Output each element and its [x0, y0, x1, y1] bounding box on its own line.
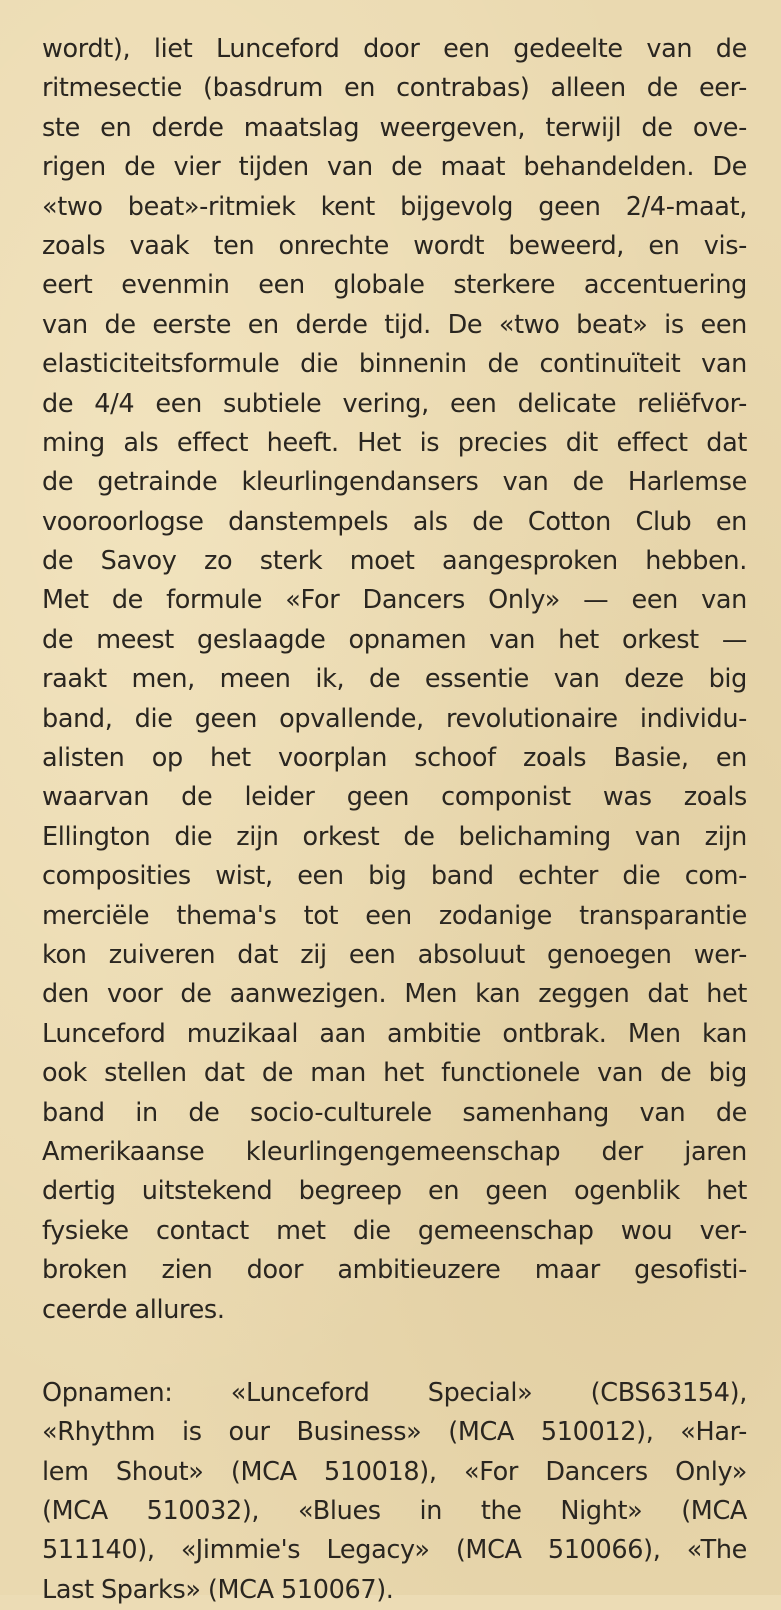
- text-line: rigen de vier tijden van de maat behandelden. De: [42, 152, 747, 183]
- text-line: «two beat»-ritmiek kent bijgevolg geen 2/4-maat,: [42, 191, 747, 222]
- text-line: dertig uitstekend begreep en geen ogenblik het: [42, 1176, 747, 1207]
- text-line: Amerikaanse kleurlingengemeenschap der jaren: [42, 1136, 747, 1167]
- text-line: elasticiteitsformule die binnenin de continuïteit van: [42, 349, 747, 380]
- text-line: band, die geen opvallende, revolutionaire individu-: [42, 703, 747, 734]
- text-line: zoals vaak ten onrechte wordt beweerd, en vis-: [42, 230, 747, 261]
- text-line: eert evenmin een globale sterkere accentuering: [42, 270, 747, 301]
- body-paragraph: [42, 30, 747, 1330]
- text-line: wordt), liet Lunceford door een gedeelte van de: [42, 34, 747, 64]
- text-line: ritmesectie (basdrum en contrabas) alleen de eer-: [42, 73, 747, 104]
- paragraph-gap: [42, 1330, 747, 1374]
- article-column: [42, 30, 747, 1610]
- text-line: composities wist, een big band echter die com-: [42, 861, 747, 892]
- recordings-line: lem Shout» (MCA 510018), «For Dancers Only»: [42, 1456, 747, 1487]
- text-line: den voor de aanwezigen. Men kan zeggen dat het: [42, 979, 747, 1010]
- text-line: ming als effect heeft. Het is precies dit effect dat: [42, 427, 747, 458]
- text-line: van de eerste en derde tijd. De «two beat» is een: [42, 309, 747, 340]
- text-line: ook stellen dat de man het functionele van de big: [42, 1058, 747, 1089]
- recordings-line: «Rhythm is our Business» (MCA 510012), «Har-: [42, 1417, 747, 1448]
- text-line: kon zuiveren dat zij een absoluut genoegen wer-: [42, 939, 747, 970]
- text-line: de getrainde kleurlingendansers van de Harlemse: [42, 467, 747, 498]
- text-line: ste en derde maatslag weergeven, terwijl de ove-: [42, 112, 747, 143]
- recordings-line: Last Sparks» (MCA 510067).: [42, 1574, 394, 1605]
- text-line: vooroorlogse danstempels als de Cotton Club en: [42, 506, 747, 537]
- text-line: fysieke contact met die gemeenschap wou ver-: [42, 1215, 747, 1246]
- text-line: Lunceford muzikaal aan ambitie ontbrak. Men kan: [42, 1018, 747, 1049]
- text-line: broken zien door ambitieuzere maar gesofisti-: [42, 1255, 747, 1286]
- text-line: merciële thema's tot een zodanige transparantie: [42, 900, 747, 931]
- recordings-line: (MCA 510032), «Blues in the Night» (MCA: [42, 1496, 747, 1527]
- text-line: de meest geslaagde opnamen van het orkest —: [42, 624, 747, 655]
- text-line: Ellington die zijn orkest de belichaming van zijn: [42, 821, 747, 852]
- recordings-paragraph: [42, 1374, 747, 1610]
- text-line: de Savoy zo sterk moet aangesproken hebben.: [42, 546, 747, 577]
- recordings-line: Opnamen: «Lunceford Special» (CBS63154),: [42, 1377, 747, 1408]
- text-line: waarvan de leider geen componist was zoals: [42, 782, 747, 813]
- text-line: ceerde allures.: [42, 1294, 225, 1325]
- text-line: alisten op het voorplan schoof zoals Basie, en: [42, 743, 747, 774]
- recordings-line: 511140), «Jimmie's Legacy» (MCA 510066), «The: [42, 1535, 747, 1566]
- text-line: Met de formule «For Dancers Only» — een van: [42, 585, 747, 616]
- text-line: band in de socio-culturele samenhang van de: [42, 1097, 747, 1128]
- text-line: de 4/4 een subtiele vering, een delicate reliëfvor-: [42, 388, 747, 419]
- text-line: raakt men, meen ik, de essentie van deze big: [42, 664, 747, 695]
